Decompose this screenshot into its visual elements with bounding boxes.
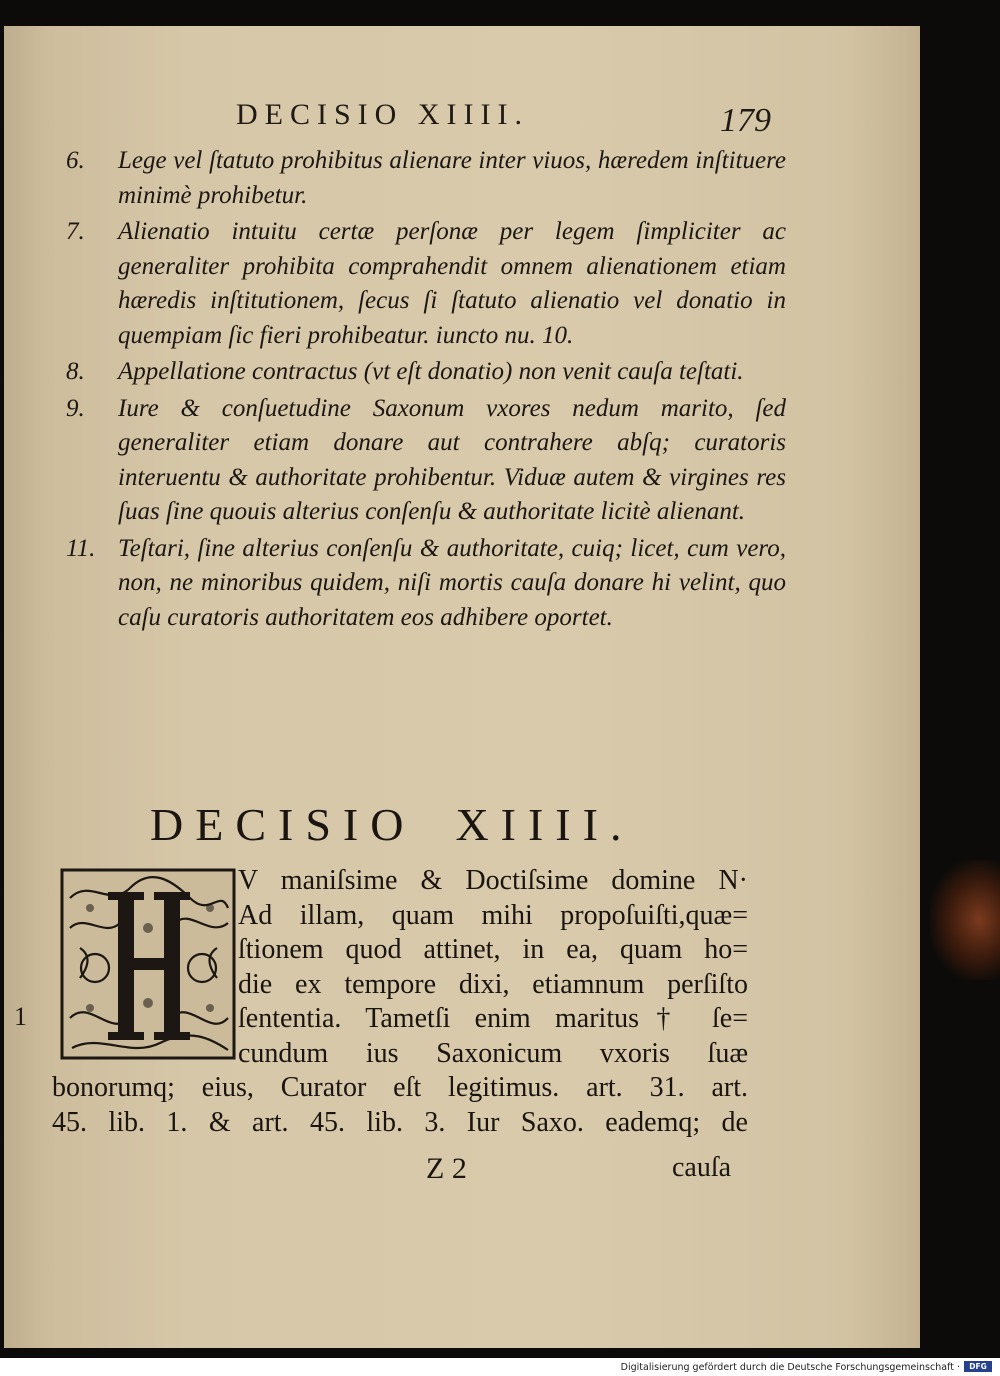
body-line: die ex tempore dixi, etiamnum perſiſto xyxy=(238,968,748,1000)
body-line: cundum ius Saxonicum vxoris ſuæ xyxy=(238,1037,748,1069)
summary-text: Alienatio intuitu certæ perſonæ per legem ſimpliciter ac generaliter prohibita comprahendit omnem alienationem etiam hæredis inſtitutionem, ſecus ſi ſtatuto alienatio vel donatio in quempiam ſic fieri prohibeatur. iuncto nu. 10. xyxy=(118,218,786,349)
signature-mark: Z 2 xyxy=(426,1152,467,1185)
summary-item xyxy=(66,392,786,530)
adjacent-page-edge xyxy=(930,860,1000,980)
summary-item xyxy=(66,532,786,636)
heading-word: DECISIO xyxy=(150,799,416,850)
summary-text: Iure & conſuetudine Saxonum vxores nedum marito, ſed generaliter etiam donare aut contrahere abſq; curatoris interuentu & authoritate prohibentur. Viduæ autem & virgines res ſuas ſine quouis alterius conſenſu & authoritate licitè alienant. xyxy=(118,394,786,525)
body-line: V maniſsime & Doctiſsime domine N· xyxy=(238,865,748,896)
decisio-heading xyxy=(150,798,633,851)
page-number: 179 xyxy=(720,102,771,139)
summary-number: 11. xyxy=(66,534,96,562)
summary-item xyxy=(66,355,786,390)
summary-number: 8. xyxy=(66,358,85,385)
summary-item xyxy=(66,144,786,213)
summary-list xyxy=(66,144,786,637)
catchword: cauſa xyxy=(672,1152,732,1183)
running-head: DECISIO XIIII. xyxy=(236,98,529,131)
summary-number: 9. xyxy=(66,394,85,422)
decisio-body-text xyxy=(52,864,748,1140)
summary-number: 6. xyxy=(66,147,85,174)
marginal-number: 1 xyxy=(14,1002,27,1031)
dfg-logo: DFG xyxy=(964,1361,992,1372)
body-line: Ad illam, quam mihi propoſuiſti,quæ= xyxy=(238,899,748,931)
summary-text: Appellatione contractus (vt eſt donatio) non venit cauſa teſtati. xyxy=(118,358,744,385)
summary-item xyxy=(66,215,786,353)
summary-text: Teſtari, ſine alterius conſenſu & authoritate, cuiq; licet, cum vero, non, ne minoribus quidem, niſi mortis cauſa donare hi velint, quo caſu curatoris authoritatem eos adhibere oportet. xyxy=(118,534,786,631)
heading-numeral: XIIII. xyxy=(455,799,634,850)
book-page xyxy=(4,26,920,1348)
body-line: ſtionem quod attinet, in ea, quam ho= xyxy=(238,934,748,965)
body-line: bonorumq; eius, Curator eſt legitimus. art. 31. art. xyxy=(52,1072,748,1103)
body-line: 45. lib. 1. & art. 45. lib. 3. Iur Saxo. eademq; de xyxy=(52,1106,748,1138)
body-line: ſententia. Tametſi enim maritus† ſe= xyxy=(238,1003,748,1034)
funding-notice: Digitalisierung gefördert durch die Deutsche Forschungsgemeinschaft · xyxy=(620,1362,960,1373)
summary-text: Lege vel ſtatuto prohibitus alienare inter viuos, hæredem inſtituere minimè prohibetur. xyxy=(118,147,786,209)
summary-number: 7. xyxy=(66,218,85,245)
